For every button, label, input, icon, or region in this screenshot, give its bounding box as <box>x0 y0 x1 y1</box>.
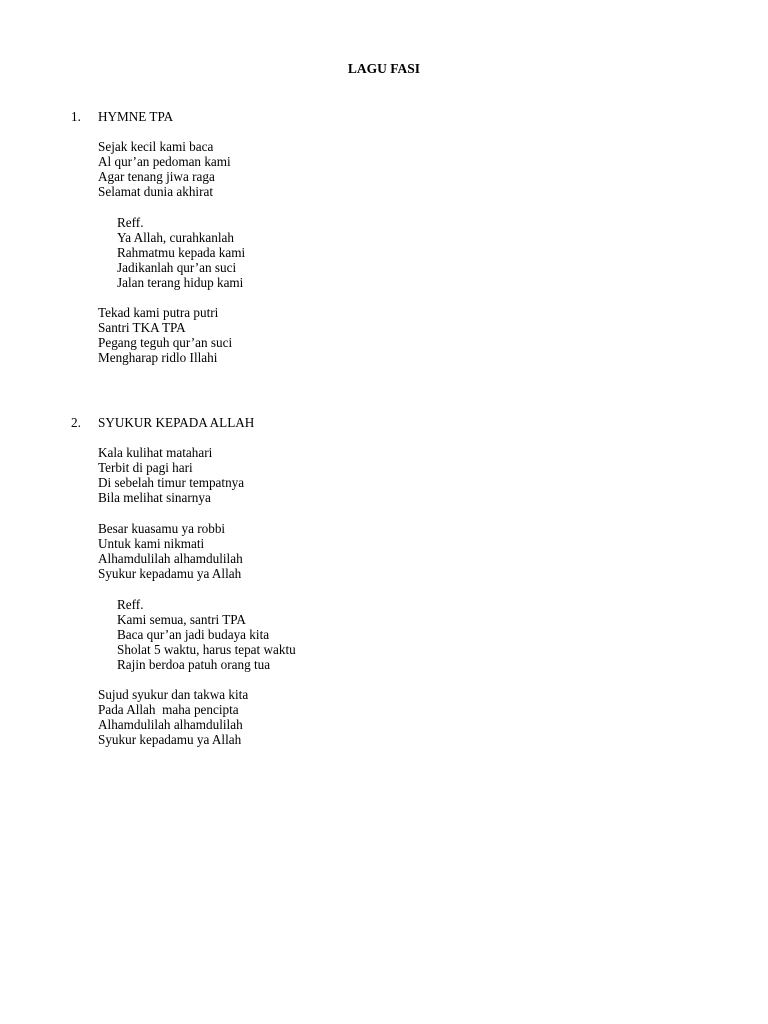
lyric-line: Mengharap ridlo Illahi <box>98 350 218 366</box>
document-title: LAGU FASI <box>347 61 421 76</box>
lyric-line: Agar tenang jiwa raga <box>98 169 215 185</box>
lyric-line: Besar kuasamu ya robbi <box>98 521 226 536</box>
song-heading <box>0 414 768 432</box>
lyric-line: Selamat dunia akhirat <box>98 184 213 200</box>
lyric-line: Al qur’an pedoman kami <box>98 154 231 170</box>
lyric-line: Syukur kepadamu ya Allah <box>98 566 242 582</box>
lyric-line: Syukur kepadamu ya Allah <box>98 732 242 748</box>
song-heading <box>0 108 768 126</box>
lyric-line: Alhamdulilah alhamdulilah <box>98 551 243 567</box>
reff-label: Reff. <box>117 597 144 612</box>
reff-block <box>117 215 245 290</box>
lyric-line: Untuk kami nikmati <box>98 536 205 552</box>
reff-label: Reff. <box>117 215 144 230</box>
lyric-line: Ya Allah, curahkanlah <box>117 230 234 246</box>
lyric-line: Sejak kecil kami baca <box>98 139 214 154</box>
lyric-line: Alhamdulilah alhamdulilah <box>98 717 243 733</box>
verse-block <box>98 305 232 365</box>
lyric-line: Kami semua, santri TPA <box>117 612 246 628</box>
lyric-line: Rahmatmu kepada kami <box>117 245 246 261</box>
lyric-line: Kala kulihat matahari <box>98 445 213 460</box>
lyric-line: Jadikanlah qur’an suci <box>117 260 237 276</box>
song-syukur-kepada-allah <box>0 414 768 748</box>
verse-block <box>98 139 231 199</box>
lyric-line: Bila melihat sinarnya <box>98 490 211 506</box>
song-hymne-tpa <box>0 108 768 366</box>
verse-block <box>98 687 248 747</box>
lyric-line: Santri TKA TPA <box>98 320 186 336</box>
song-number: 1. <box>71 109 81 124</box>
verse-block <box>98 445 244 505</box>
lyric-line: Tekad kami putra putri <box>98 305 219 320</box>
song-number: 2. <box>71 415 81 430</box>
lyric-line: Di sebelah timur tempatnya <box>98 475 245 491</box>
lyric-line: Sholat 5 waktu, harus tepat waktu <box>117 642 296 658</box>
lyric-line: Pegang teguh qur’an suci <box>98 335 233 351</box>
reff-block <box>117 597 296 672</box>
lyric-line: Terbit di pagi hari <box>98 460 193 476</box>
lyric-line: Jalan terang hidup kami <box>117 275 244 291</box>
lyric-line: Pada Allah maha pencipta <box>98 702 239 718</box>
song-title: HYMNE TPA <box>98 109 174 124</box>
lyric-line: Rajin berdoa patuh orang tua <box>117 657 271 673</box>
song-title: SYUKUR KEPADA ALLAH <box>98 415 255 430</box>
lyric-line: Baca qur’an jadi budaya kita <box>117 627 270 643</box>
lyric-line: Sujud syukur dan takwa kita <box>98 687 249 702</box>
verse-block <box>98 521 243 581</box>
